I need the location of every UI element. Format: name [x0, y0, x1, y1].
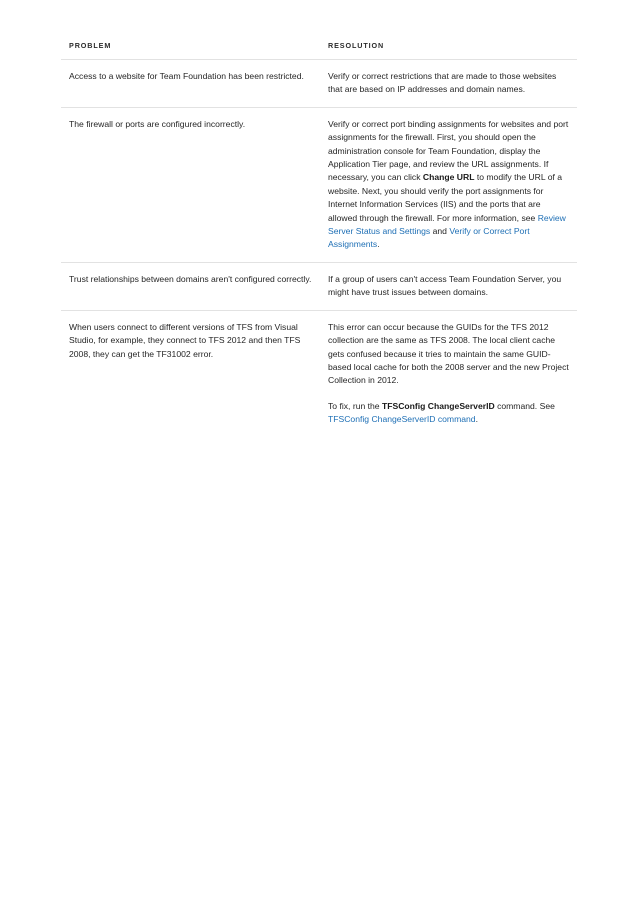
- resolution-text: To fix, run the: [328, 400, 382, 411]
- resolution-paragraph: [328, 400, 569, 427]
- resolution-text: .: [475, 414, 478, 425]
- resolution-cell: If a group of users can't access Team Foundation Server, you might have trust issues between domains.: [320, 262, 577, 310]
- resolution-cell: [320, 310, 577, 436]
- review-server-status-link[interactable]: Review Server Status and Settings: [328, 212, 566, 237]
- column-header-problem: PROBLEM: [61, 30, 320, 60]
- problem-cell: Trust relationships between domains aren't configured correctly.: [61, 262, 320, 310]
- problem-cell: Access to a website for Team Foundation has been restricted.: [61, 60, 320, 108]
- resolution-text: .: [377, 239, 380, 250]
- resolution-text: to modify the URL of a website. Next, you should verify the port assignments for Internet Information Services (IIS) and the ports that are allowed through the firewall. For more information, see: [328, 172, 563, 223]
- resolution-paragraph: This error can occur because the GUIDs for the TFS 2012 collection are the same as TFS 2008. The local client cache gets confused because it tries to maintain the same GUID-based local cache for both the 2008 server and the new Project Collection in 2012.: [328, 321, 569, 386]
- problem-cell: When users connect to different versions of TFS from Visual Studio, for example, they connect to TFS 2012 and then TFS 2008, they can get the TF31002 error.: [69, 321, 301, 359]
- table-header-row: [61, 30, 577, 60]
- table-row: [61, 310, 577, 436]
- resolution-cell: [320, 107, 577, 262]
- troubleshooting-table: [61, 30, 577, 437]
- problem-cell: The firewall or ports are configured incorrectly.: [61, 107, 320, 262]
- column-header-resolution: RESOLUTION: [320, 30, 577, 60]
- resolution-text: command. See: [494, 400, 555, 411]
- command-name: TFSConfig ChangeServerID: [381, 400, 495, 411]
- resolution-text: Verify or correct port binding assignments for websites and port assignments for the firewall. First, you should open the administration console for Team Foundation, display the Application Tier page, and review the URL assignments. If necessary, you can click: [328, 118, 569, 183]
- table-row: [61, 107, 577, 262]
- table-row: [61, 60, 577, 108]
- change-url-ui-label: Change URL: [422, 172, 475, 183]
- verify-port-assignments-link[interactable]: Verify or Correct Port Assignments: [328, 226, 530, 250]
- resolution-text: and: [430, 226, 450, 237]
- table-row: [61, 262, 577, 310]
- resolution-cell: Verify or correct restrictions that are made to those websites that are based on IP addresses and domain names.: [320, 60, 577, 108]
- tfsconfig-changeserverid-link[interactable]: TFSConfig ChangeServerID command: [328, 414, 476, 425]
